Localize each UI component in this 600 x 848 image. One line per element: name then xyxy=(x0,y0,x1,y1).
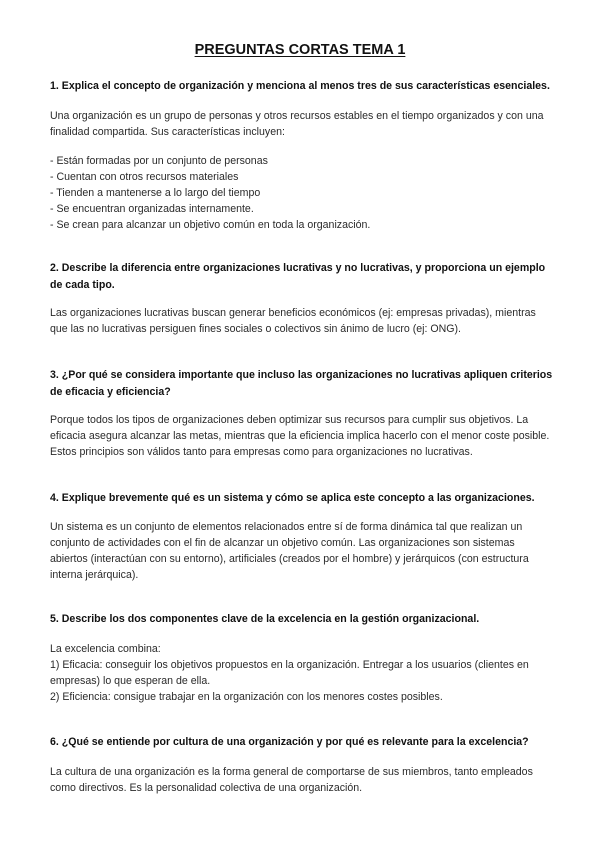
answer-5 xyxy=(50,641,555,705)
page-title: PREGUNTAS CORTAS TEMA 1 xyxy=(194,42,406,58)
question-1: 1. Explica el concepto de organización y menciona al menos tres de sus características esenciales. xyxy=(50,80,550,92)
list-item: - Se crean para alcanzar un objetivo común en toda la organización. xyxy=(50,219,371,231)
list-item: - Tienden a mantenerse a lo largo del tiempo xyxy=(50,187,261,199)
answer-5-point-2: 2) Eficiencia: consigue trabajar en la organización con los menores costes posibles. xyxy=(50,691,443,703)
answer-3: Porque todos los tipos de organizaciones deben optimizar sus recursos para cumplir sus objetivos. La eficacia asegura alcanzar las metas, mientras que la eficiencia implica hacerlo con el menor coste posible. Estos principios son válidos tanto para empresas como para organizaciones no lucrativas. xyxy=(50,414,550,458)
answer-5-intro: La excelencia combina: xyxy=(50,643,161,655)
question-5: 5. Describe los dos componentes clave de la excelencia en la gestión organizacional. xyxy=(50,613,480,625)
answer-5-point-1: 1) Eficacia: conseguir los objetivos propuestos en la organización. Entregar a los usuarios (clientes en empresas) lo que esperan de ella. xyxy=(50,659,529,687)
list-item: - Se encuentran organizadas internamente. xyxy=(50,203,254,215)
list-item: - Cuentan con otros recursos materiales xyxy=(50,171,239,183)
question-3: 3. ¿Por qué se considera importante que incluso las organizaciones no lucrativas apliquen criterios de eficacia y eficiencia? xyxy=(50,369,553,398)
answer-6: La cultura de una organización es la forma general de comportarse de sus miembros, tanto empleados como directivos. Es la personalidad colectiva de una organización. xyxy=(50,766,533,794)
answer-1-intro: Una organización es un grupo de personas y otros recursos estables en el tiempo organizados y con una finalidad compartida. Sus características incluyen: xyxy=(50,110,544,138)
question-2: 2. Describe la diferencia entre organizaciones lucrativas y no lucrativas, y proporciona un ejemplo de cada tipo. xyxy=(50,262,546,291)
answer-2: Las organizaciones lucrativas buscan generar beneficios económicos (ej: empresas privadas), mientras que las no lucrativas persiguen fines sociales o colectivos sin ánimo de lucro (ej: ONG). xyxy=(50,307,536,335)
question-4: 4. Explique brevemente qué es un sistema y cómo se aplica este concepto a las organizaciones. xyxy=(50,492,535,504)
answer-1-list xyxy=(50,153,555,233)
question-6: 6. ¿Qué se entiende por cultura de una organización y por qué es relevante para la excelencia? xyxy=(50,736,529,748)
answer-4: Un sistema es un conjunto de elementos relacionados entre sí de forma dinámica tal que realizan un conjunto de actividades con el fin de alcanzar un objetivo común. Las organizaciones son sistemas abiertos (interactúan con su entorno), artificiales (creados por el hombre) y jerárquicos (con estructura interna jerárquica). xyxy=(50,521,529,581)
list-item: - Están formadas por un conjunto de personas xyxy=(50,155,268,167)
